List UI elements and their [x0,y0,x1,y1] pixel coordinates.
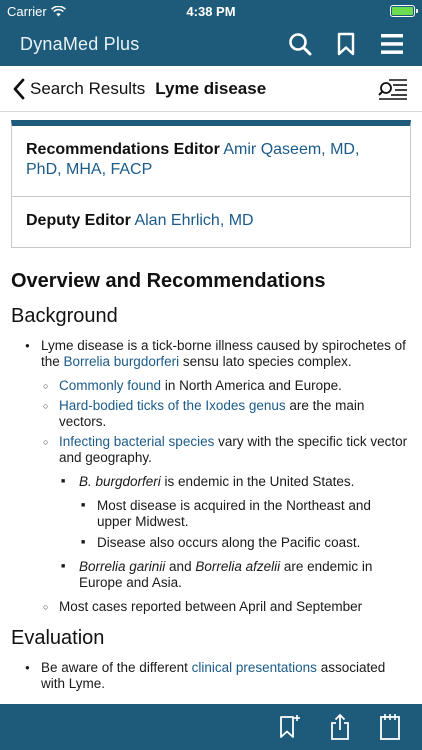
list-item [0,660,422,692]
search-icon[interactable] [288,32,312,56]
list-item [41,398,408,430]
clinical-presentations-link[interactable]: clinical presentations [191,660,317,675]
back-label: Search Results [30,78,146,98]
page-title: Lyme disease [155,78,267,98]
share-icon[interactable] [328,713,352,741]
background-heading: Background [11,305,118,327]
app-bar [0,22,422,66]
status-right [390,5,415,17]
menu-icon[interactable] [380,32,404,56]
outline-search-icon[interactable] [378,77,408,101]
list-item [0,338,422,615]
carrier-label: Carrier [7,3,47,19]
bacterial-species-link[interactable]: Infecting bacterial species [59,434,215,449]
sub-list [59,474,408,591]
chevron-left-icon [12,78,26,100]
evaluation-heading: Evaluation [11,627,105,649]
status-bar [0,0,422,22]
recommendations-editor [12,126,410,196]
list-item: ■ Disease also occurs along the Pacific coast. [79,535,408,551]
editor-role: Recommendations Editor [26,141,220,158]
editor-role: Deputy Editor [26,212,131,229]
list-item: ○ Most cases reported between April and September [41,599,408,615]
navigation-bar [0,66,422,112]
editors-box [11,120,411,248]
add-bookmark-icon[interactable] [278,713,302,741]
notes-icon[interactable] [378,713,402,741]
evaluation-list [0,660,422,692]
sub-list [41,378,408,615]
text: are the main vectors. [59,398,365,429]
text: is endemic in the United States. [160,474,355,489]
list-item [41,378,408,394]
species-name: B. burgdorferi [79,474,161,489]
sub-list [79,498,408,551]
list-item: ■ Most disease is acquired in the Northeast and upper Midwest. [79,498,408,530]
editor-name-link[interactable]: Alan Ehrlich, MD [134,212,254,229]
bookmark-icon[interactable] [334,32,358,56]
text: vary with the specific tick vector and geography. [59,434,408,465]
section-heading: Overview and Recommendations [11,270,326,292]
species-name: Borrelia afzelii [195,559,281,574]
text: in North America and Europe. [161,378,342,393]
borrelia-link[interactable]: Borrelia burgdorferi [63,354,180,369]
battery-icon [390,5,415,17]
text: Lyme disease is a tick-borne illness caused by spirochetes of the [41,338,406,369]
app-bar-actions [288,32,404,56]
clock: 4:38 PM [186,4,236,19]
text: Be aware of the different [41,660,192,675]
commonly-found-link[interactable]: Commonly found [59,378,162,393]
text: associated with Lyme. [41,660,386,691]
list-item [59,474,408,551]
list-item [41,434,408,591]
background-list [0,338,422,615]
deputy-editor [12,196,410,247]
ticks-link[interactable]: Hard-bodied ticks of the Ixodes genus [59,398,286,413]
battery-fill [392,7,413,15]
text: and [165,559,196,574]
species-name: Borrelia garinii [79,559,166,574]
bottom-toolbar [0,704,422,750]
article-content[interactable] [0,112,422,704]
back-button[interactable] [12,78,145,100]
text: are endemic in Europe and Asia. [79,559,373,590]
editor-name-link[interactable]: Amir Qaseem, MD, PhD, MHA, FACP [26,141,360,178]
list-item [59,559,408,591]
brand-logo: DynaMed Plus [20,33,140,54]
app-header [0,0,422,66]
text: sensu lato species complex. [179,354,352,369]
